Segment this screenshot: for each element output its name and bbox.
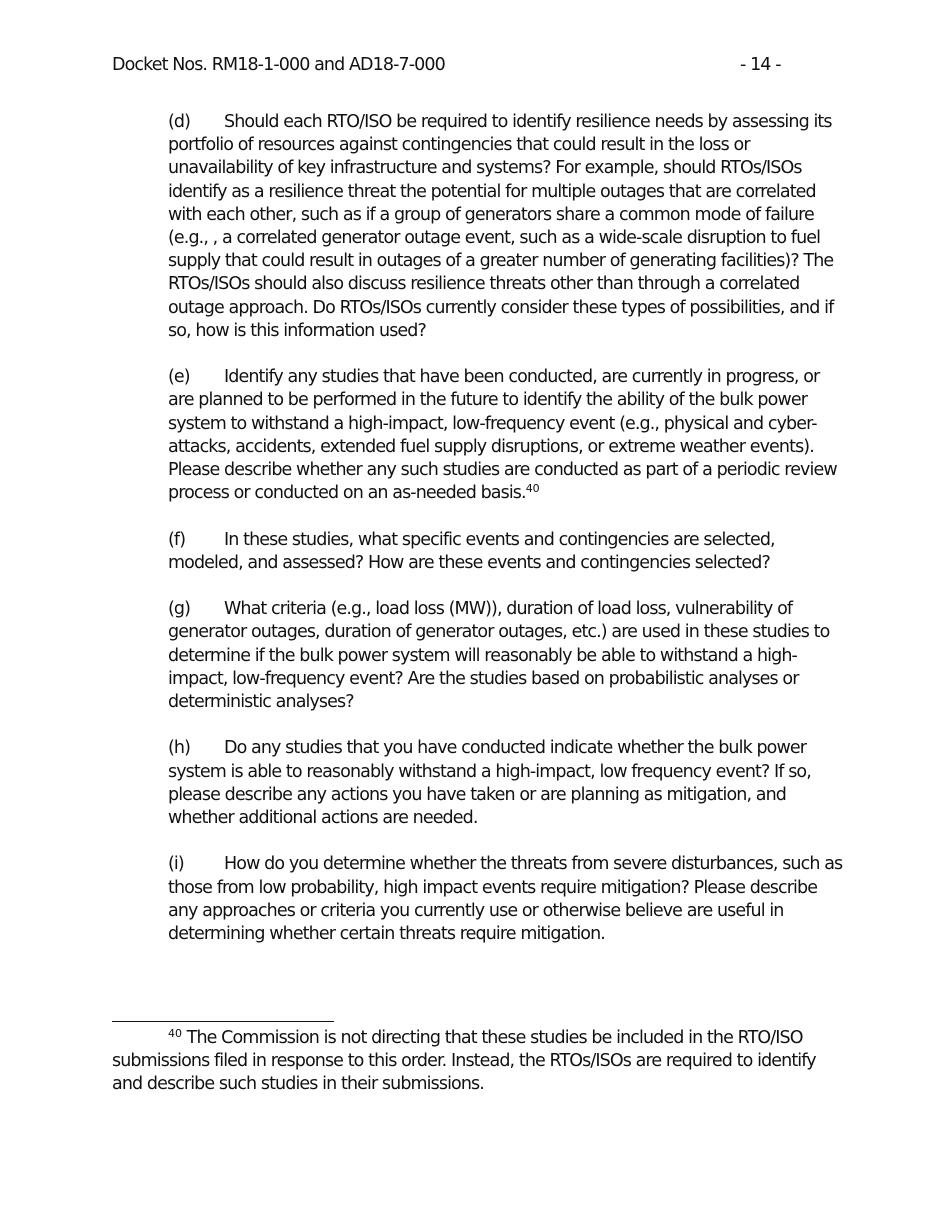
- question-text: Identify any studies that have been conducted, are currently in progress, or are planned to be performed in the future to identify the ability of the bulk power system to withstand a high-impact, low-frequency event (e.g., physical and cyber-attacks, accidents, extended fuel supply disruptions, or extreme weather events). Please describe whether any such studies are conducted as part of a periodic review process or conducted on an as-needed basis.: [168, 367, 837, 504]
- question-text: Should each RTO/ISO be required to identify resilience needs by assessing its portfolio of resources against contingencies that could result in the loss or unavailability of key infrastructure and systems? For example, should RTOs/ISOs identify as a resilience threat the potential for multiple outages that are correlated with each other, such as if a group of generators share a common mode of failure (e.g., , a correlated generator outage event, such as a wide-scale disruption to fuel supply that could result in outages of a greater number of generating facilities)? The RTOs/ISOs should also discuss resilience threats other than through a correlated outage approach. Do RTOs/ISOs currently consider these types of possibilities, and if so, how is this information used?: [168, 112, 834, 341]
- question-f: [168, 529, 848, 575]
- question-d: [168, 111, 848, 343]
- document-body: [168, 111, 848, 969]
- footnote: [112, 1027, 842, 1097]
- page-header: [112, 55, 812, 81]
- question-text: What criteria (e.g., load loss (MW)), duration of load loss, vulnerability of generator outages, duration of generator outages, etc.) are used in these studies to determine if the bulk power system will reasonably be able to withstand a high-impact, low-frequency event? Are the studies based on probabilistic analyses or deterministic analyses?: [168, 599, 830, 713]
- footnote-number: 40: [168, 1027, 182, 1040]
- question-label: (h): [168, 738, 191, 759]
- question-label: (f): [168, 529, 186, 550]
- question-label: (d): [168, 112, 191, 132]
- question-h: [168, 737, 848, 830]
- question-text: Do any studies that you have conducted indicate whether the bulk power system is able to reasonably withstand a high-impact, low frequency event? If so, please describe any actions you have taken or are planning as mitigation, and whether additional actions are needed.: [168, 738, 811, 829]
- page-number: - 14 -: [740, 55, 781, 75]
- docket-number: Docket Nos. RM18-1-000 and AD18-7-000: [112, 55, 445, 75]
- footnote-separator: [112, 1021, 334, 1022]
- question-label: (i): [168, 854, 184, 875]
- question-g: [168, 598, 848, 714]
- footnote-text: The Commission is not directing that these studies be included in the RTO/ISO submissions filed in response to this order. Instead, the RTOs/ISOs are required to identify and describe such studies in their submissions.: [112, 1028, 816, 1095]
- question-text: In these studies, what specific events and contingencies are selected, modeled, and assessed? How are these events and contingencies selected?: [168, 529, 775, 573]
- question-i: [168, 853, 848, 946]
- question-e: [168, 366, 848, 505]
- footnote-reference[interactable]: 40: [525, 482, 540, 496]
- question-label: (g): [168, 599, 191, 620]
- question-label: (e): [168, 367, 190, 388]
- question-text: How do you determine whether the threats from severe disturbances, such as those from low probability, high impact events require mitigation? Please describe any approaches or criteria you currently use or otherwise believe are useful in determining whether certain threats require mitigation.: [168, 854, 843, 945]
